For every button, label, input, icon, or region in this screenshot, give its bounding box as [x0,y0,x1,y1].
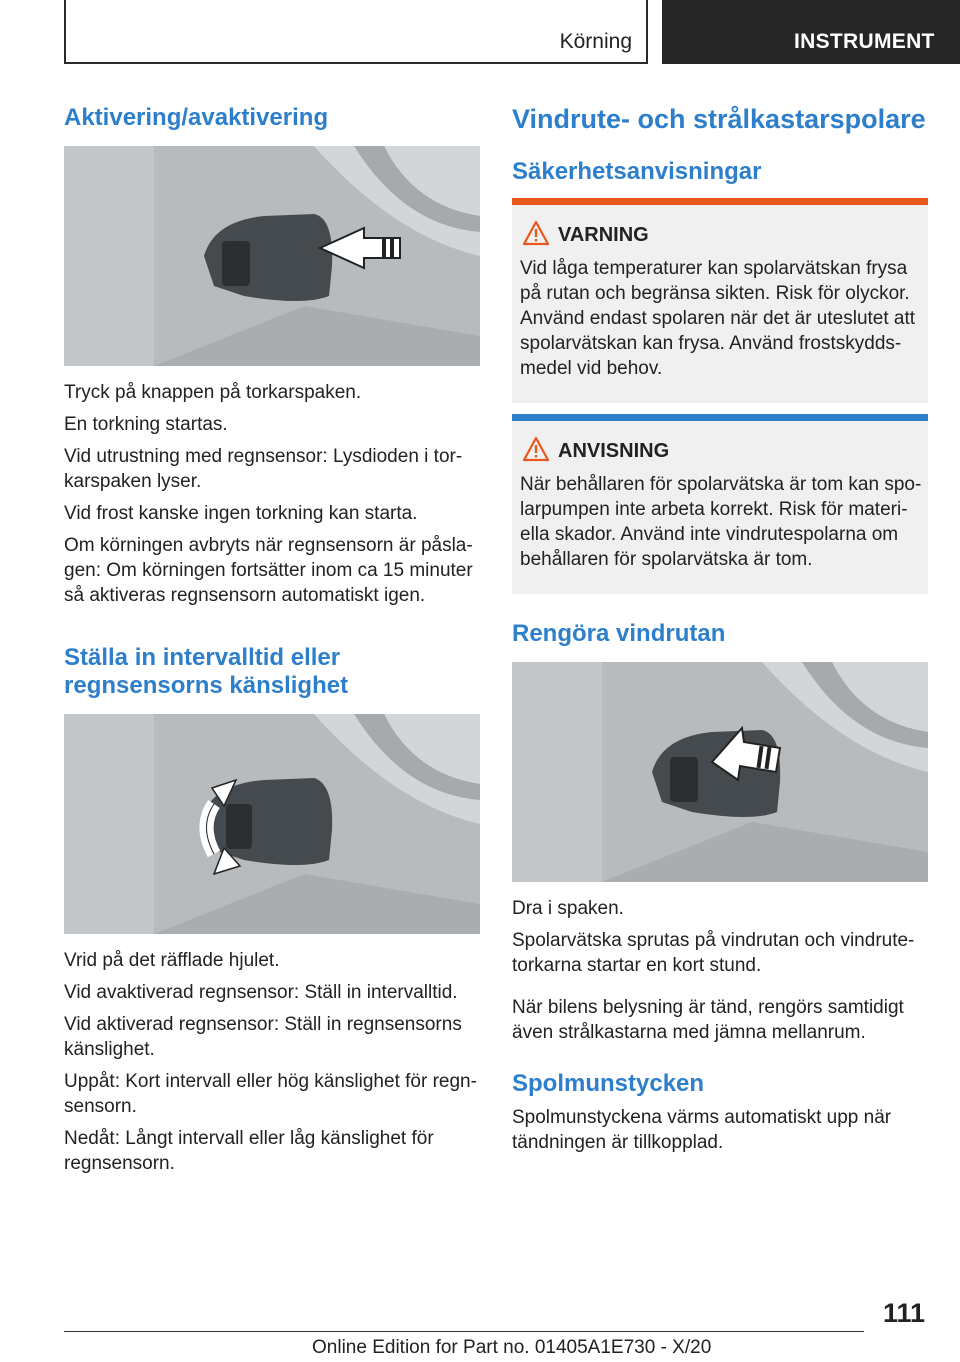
text-line: Vid frost kanske ingen torkning kan starta. [64,503,418,524]
text-line: Använd endast spolaren när det är uteslutet att [520,308,916,329]
text-line: spolarvätskan kan frysa. Använd frostskydds- [520,333,902,354]
heading-interval-1: Ställa in intervalltid eller [64,644,341,671]
heading-interval-2: regnsensorns känslighet [64,672,349,699]
text-line: Uppåt: Kort intervall eller hög känslighet för regn- [64,1071,477,1092]
text-line: gen: Om körningen fortsätter inom ca 15 minuter [64,560,473,581]
section-title: Körning [559,30,632,53]
heading-safety: Säkerhetsanvisningar [512,158,762,185]
page-number: 111 [883,1298,926,1328]
heading-activation: Aktivering/avaktivering [64,104,329,131]
text-line: även strålkastarna med jämna mellanrum. [512,1022,866,1043]
warning-label: VARNING [558,224,649,246]
text-line: på rutan och begränsa sikten. Risk för olyckor. [520,283,910,304]
text-line: Vid aktiverad regnsensor: Ställ in regnsensorns [64,1014,462,1035]
text-line: ella skador. Använd inte vindrutespolarna om [520,524,899,545]
notice-bar [512,414,928,421]
warning-bar [512,198,928,205]
heading-clean: Rengöra vindrutan [512,620,726,647]
warning-triangle-icon [522,220,550,246]
text-line: Nedåt: Långt intervall eller låg känslighet för [64,1128,434,1149]
text-line: När behållaren för spolarvätska är tom kan spo- [520,474,922,495]
text-line: larpumpen inte arbeta korrekt. Risk för materi- [520,499,908,520]
header-box [64,0,648,64]
text-line: så aktiveras regnsensorn automatiskt igen. [64,585,426,606]
text-line: regnsensorn. [64,1153,175,1174]
text-line: Spolmunstyckena värms automatiskt upp när [512,1107,892,1128]
text-line: Tryck på knappen på torkarspaken. [64,382,362,403]
notice-box [512,414,928,594]
chapter-tab-label: INSTRUMENT [794,30,935,53]
warning-box [512,198,928,403]
text-line: känslighet. [64,1039,155,1060]
text-line: sensorn. [64,1096,137,1117]
notice-text [520,472,924,572]
text-line: Vrid på det räfflade hjulet. [64,950,280,971]
text-line: Vid utrustning med regnsensor: Lysdioden i tor- [64,446,463,467]
footer-divider [64,1331,864,1332]
footer-edition: Online Edition for Part no. 01405A1E730 - X/20 [312,1337,712,1358]
photo-wiper-wheel [64,714,480,934]
text-line: Dra i spaken. [512,898,624,919]
text-line: En torkning startas. [64,414,228,435]
text-line: Vid avaktiverad regnsensor: Ställ in intervalltid. [64,982,458,1003]
chapter-tab [662,0,960,64]
warning-text [520,256,924,381]
heading-nozzles: Spolmunstycken [512,1070,705,1097]
photo-wiper-button [64,146,480,366]
text-line: tändningen är tillkopplad. [512,1132,724,1153]
photo-wiper-pull [512,662,928,882]
text-line: Spolarvätska sprutas på vindrutan och vindrute- [512,930,915,951]
text-line: karspaken lyser. [64,471,202,492]
text-line: Vid låga temperaturer kan spolarvätskan frysa [520,258,908,279]
notice-triangle-icon [522,436,550,462]
text-line: När bilens belysning är tänd, rengörs samtidigt [512,997,904,1018]
text-line: medel vid behov. [520,358,663,379]
notice-label: ANVISNING [558,440,670,462]
text-line: torkarna startar en kort stund. [512,955,762,976]
text-line: behållaren för spolarvätska är tom. [520,549,813,570]
text-line: Om körningen avbryts när regnsensorn är påsla- [64,535,473,556]
heading-washer: Vindrute- och strålkastarspolare [512,104,926,134]
